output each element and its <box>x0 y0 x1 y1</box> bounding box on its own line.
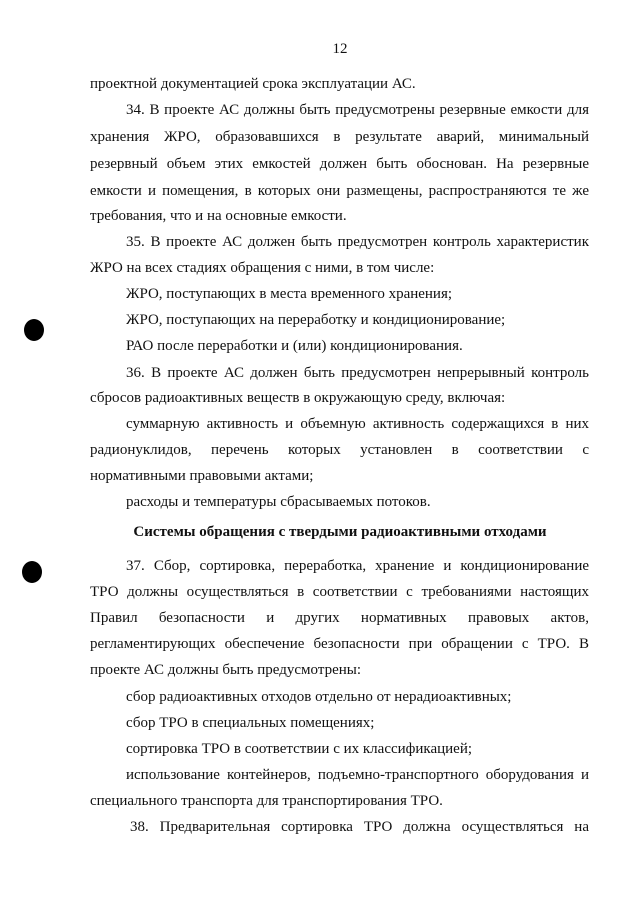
list-item: радионуклидов, перечень которых установлен в соответствии с <box>90 442 589 458</box>
paragraph-34-line: резервный объем этих емкостей должен быть обоснован. На резервные <box>90 156 589 172</box>
list-item: нормативными правовыми актами; <box>90 468 314 484</box>
list-item: сбор радиоактивных отходов отдельно от нерадиоактивных; <box>126 689 512 705</box>
list-item: РАО после переработки и (или) кондиционирования. <box>126 338 463 354</box>
paragraph-36-line: сбросов радиоактивных веществ в окружающую среду, включая: <box>90 390 506 406</box>
list-item: расходы и температуры сбрасываемых потоков. <box>126 494 431 510</box>
list-item: ЖРО, поступающих на переработку и кондиционирование; <box>126 312 506 328</box>
punch-hole-mark <box>24 319 44 341</box>
paragraph-34-line: емкости и помещения, в которых они размещены, распространяются те же <box>90 183 589 199</box>
list-item: использование контейнеров, подъемно-транспортного оборудования и <box>126 767 589 783</box>
punch-hole-mark <box>22 561 42 583</box>
paragraph-37-line: 37. Сбор, сортировка, переработка, хранение и кондиционирование <box>126 558 589 574</box>
list-item: сортировка ТРО в соответствии с их классификацией; <box>126 741 473 757</box>
paragraph-34-line: хранения ЖРО, образовавшихся в результате аварий, минимальный <box>90 129 589 145</box>
paragraph-37-line: проекте АС должны быть предусмотрены: <box>90 662 361 678</box>
text-line: проектной документацией срока эксплуатации АС. <box>90 76 416 92</box>
paragraph-37-line: Правил безопасности и других нормативных правовых актов, <box>90 610 589 626</box>
page-number: 12 <box>332 41 348 57</box>
paragraph-35-line: 35. В проекте АС должен быть предусмотрен контроль характеристик <box>126 234 589 250</box>
paragraph-37-line: ТРО должны осуществляться в соответствии с требованиями настоящих <box>90 584 589 600</box>
paragraph-36-line: 36. В проекте АС должен быть предусмотрен непрерывный контроль <box>126 365 589 381</box>
paragraph-38-line: 38. Предварительная сортировка ТРО должна осуществляться на <box>130 819 589 835</box>
section-heading: Системы обращения с твердыми радиоактивными отходами <box>133 524 547 540</box>
list-item: специального транспорта для транспортирования ТРО. <box>90 793 443 809</box>
paragraph-34-line: 34. В проекте АС должны быть предусмотрены резервные емкости для <box>126 102 589 118</box>
list-item: суммарную активность и объемную активность содержащихся в них <box>126 416 589 432</box>
list-item: ЖРО, поступающих в места временного хранения; <box>126 286 453 302</box>
list-item: сбор ТРО в специальных помещениях; <box>126 715 375 731</box>
paragraph-35-line: ЖРО на всех стадиях обращения с ними, в том числе: <box>90 260 435 276</box>
paragraph-37-line: регламентирующих обеспечение безопасности при обращении с ТРО. В <box>90 636 589 652</box>
paragraph-34-line: требования, что и на основные емкости. <box>90 208 347 224</box>
